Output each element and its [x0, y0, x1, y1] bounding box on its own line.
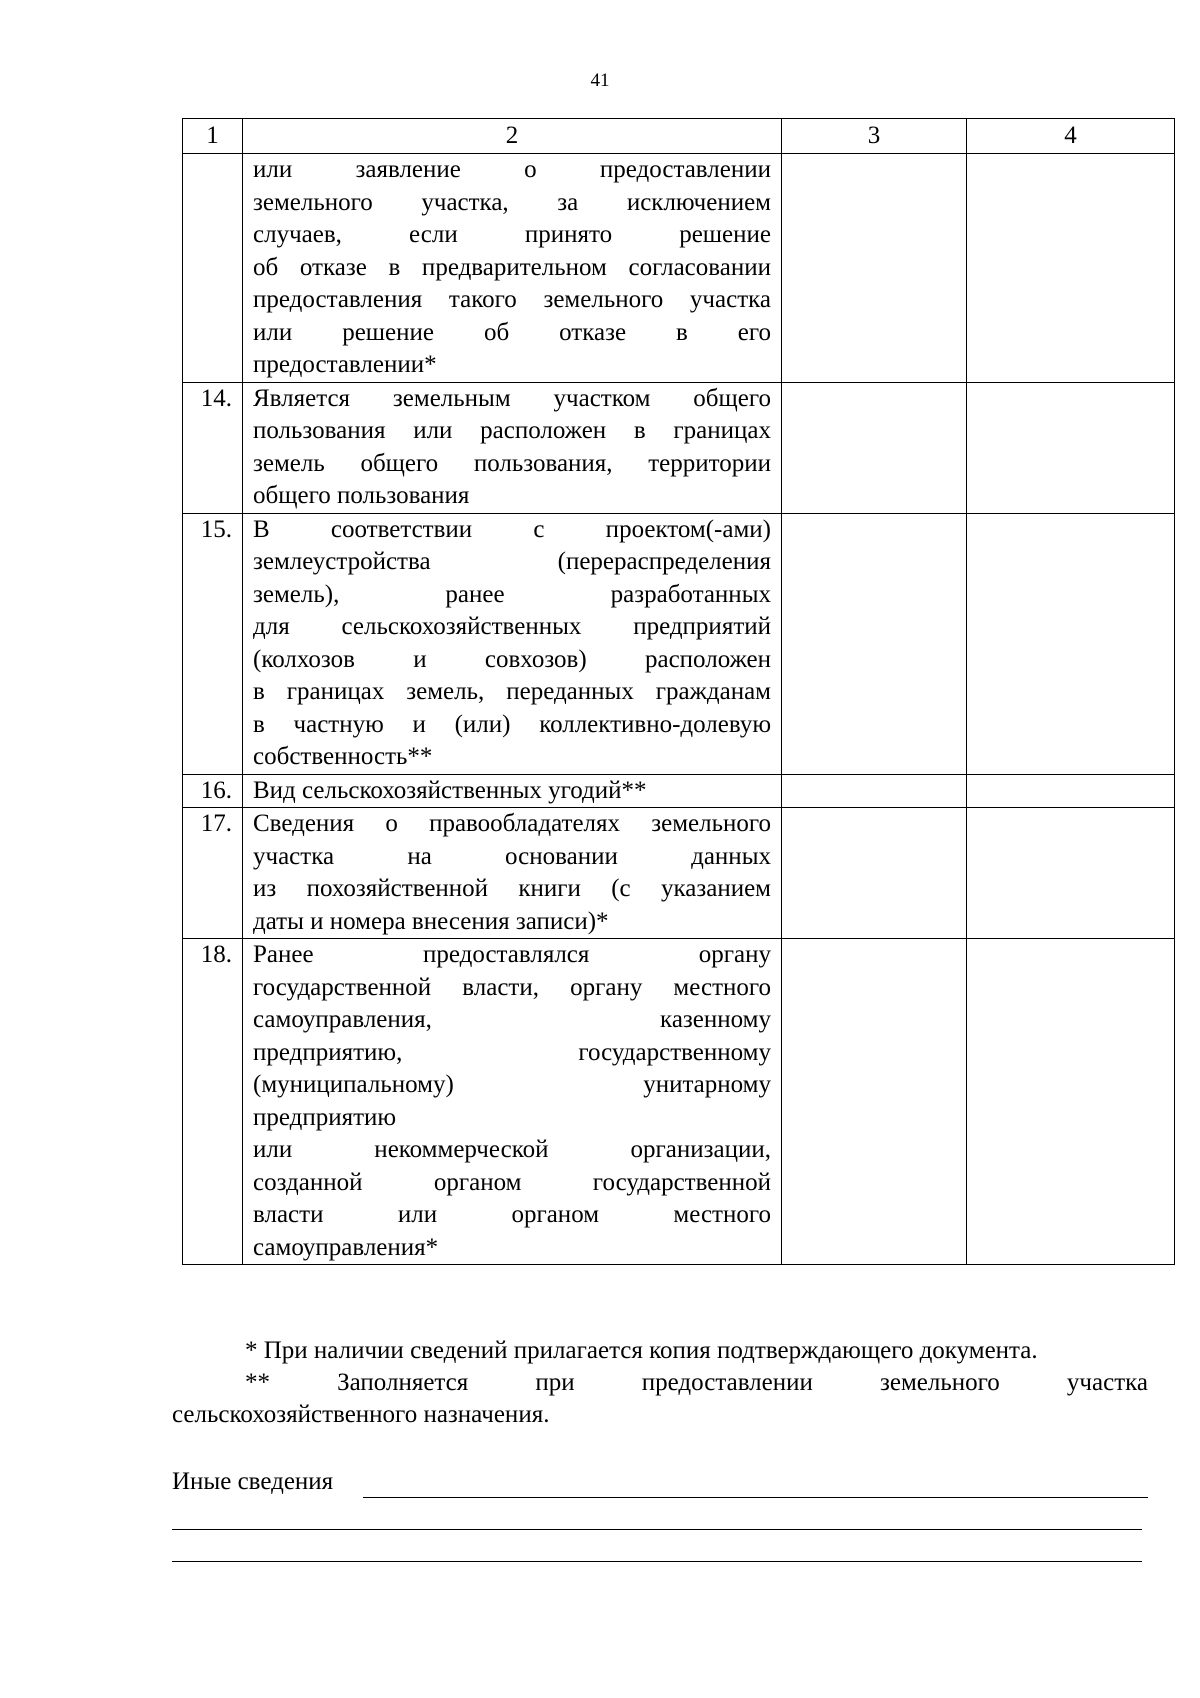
header-col-4: 4 — [967, 119, 1175, 154]
row-text-line: Ранее предоставлялся органу — [253, 941, 771, 968]
row-text-line: власти или органом местного — [253, 1201, 771, 1228]
row-number: 18. — [183, 939, 243, 1265]
table-row — [183, 774, 1175, 808]
row-number: 14. — [183, 382, 243, 513]
row-text-line: общего пользования — [253, 482, 470, 509]
footnote-2-line-1: ** Заполняется при предоставлении земельного участка — [245, 1369, 1148, 1396]
row-text-line: в границах земель, переданных гражданам — [253, 678, 771, 705]
row-number: 17. — [183, 808, 243, 939]
row-text-line: землеустройства (перераспределения — [253, 548, 771, 575]
row-text-line: самоуправления* — [253, 1233, 439, 1261]
row-text-line: или решение об отказе в его — [253, 318, 771, 346]
row-text-line: созданной органом государственной — [253, 1168, 771, 1196]
row-text-line: Является земельным участком общего — [253, 384, 771, 412]
row-text-line: или заявление о предоставлении — [253, 156, 771, 183]
row-text-line: земельного участка, за исключением — [253, 188, 771, 216]
page-number: 41 — [590, 70, 610, 91]
row-text-line: Сведения о правообладателях земельного — [253, 810, 771, 837]
row-text-line: или некоммерческой организации, — [253, 1136, 771, 1163]
row-description — [243, 808, 782, 939]
row-cell-col-4[interactable] — [967, 939, 1175, 1265]
row-text-line: предоставлении* — [253, 351, 437, 378]
row-text-line: пользования или расположен в границах — [253, 417, 771, 444]
row-cell-col-3[interactable] — [782, 382, 967, 513]
row-text-line: об отказе в предварительном согласовании — [253, 253, 771, 281]
row-text-line: собственность** — [253, 743, 433, 770]
row-text-line: самоуправления, казенному — [253, 1006, 771, 1033]
table-header-row — [183, 119, 1175, 154]
row-text-line: даты и номера внесения записи)* — [253, 907, 609, 935]
row-text-line: для сельскохозяйственных предприятий — [253, 613, 771, 640]
row-text-line: В соответствии с проектом(-ами) — [253, 515, 771, 543]
row-number — [183, 154, 243, 383]
table-row — [183, 154, 1175, 383]
footnotes — [172, 1335, 1148, 1431]
other-info-section — [172, 1466, 1148, 1498]
row-text-line: земель), ранее разработанных — [253, 580, 771, 608]
footnote-1: * При наличии сведений прилагается копия подтверждающего документа. — [245, 1337, 1038, 1364]
row-number: 15. — [183, 513, 243, 774]
row-text-line: случаев, если принято решение — [253, 221, 771, 248]
row-cell-col-4[interactable] — [967, 382, 1175, 513]
row-text-line: из похозяйственной книги (с указанием — [253, 875, 771, 902]
row-text-line: государственной власти, органу местного — [253, 973, 771, 1001]
row-description — [243, 382, 782, 513]
header-col-3: 3 — [782, 119, 967, 154]
table-row — [183, 939, 1175, 1265]
row-text-line: участка на основании данных — [253, 842, 771, 870]
row-description — [243, 154, 782, 383]
document-table — [182, 118, 1175, 1265]
row-cell-col-4[interactable] — [967, 154, 1175, 383]
row-cell-col-3[interactable] — [782, 513, 967, 774]
row-cell-col-3[interactable] — [782, 808, 967, 939]
table-row — [183, 382, 1175, 513]
row-text-line: Вид сельскохозяйственных угодий** — [253, 776, 647, 804]
row-text-line: (колхозов и совхозов) расположен — [253, 645, 771, 673]
table-row — [183, 513, 1175, 774]
row-cell-col-3[interactable] — [782, 154, 967, 383]
row-description — [243, 774, 782, 808]
row-cell-col-4[interactable] — [967, 808, 1175, 939]
row-description — [243, 939, 782, 1265]
other-info-fill-line-1[interactable] — [363, 1497, 1148, 1498]
other-info-fill-line-2[interactable] — [172, 1529, 1142, 1530]
row-text-line: в частную и (или) коллективно-долевую — [253, 710, 771, 738]
other-info-fill-line-3[interactable] — [172, 1561, 1142, 1562]
row-cell-col-4[interactable] — [967, 774, 1175, 808]
row-cell-col-3[interactable] — [782, 939, 967, 1265]
row-text-line: земель общего пользования, территории — [253, 449, 771, 477]
other-info-label: Иные сведения — [172, 1468, 334, 1495]
footnote-2-line-2: сельскохозяйственного назначения. — [172, 1401, 550, 1428]
header-col-1: 1 — [183, 119, 243, 154]
table-body — [183, 119, 1175, 1265]
row-text-line: предприятию, государственному — [253, 1038, 771, 1066]
table-row — [183, 808, 1175, 939]
row-text-line: предоставления такого земельного участка — [253, 286, 771, 313]
row-number: 16. — [183, 774, 243, 808]
header-col-2: 2 — [243, 119, 782, 154]
row-text-line: (муниципальному) унитарному — [253, 1071, 771, 1098]
row-text-line: предприятию — [253, 1103, 397, 1131]
row-cell-col-3[interactable] — [782, 774, 967, 808]
row-cell-col-4[interactable] — [967, 513, 1175, 774]
row-description — [243, 513, 782, 774]
